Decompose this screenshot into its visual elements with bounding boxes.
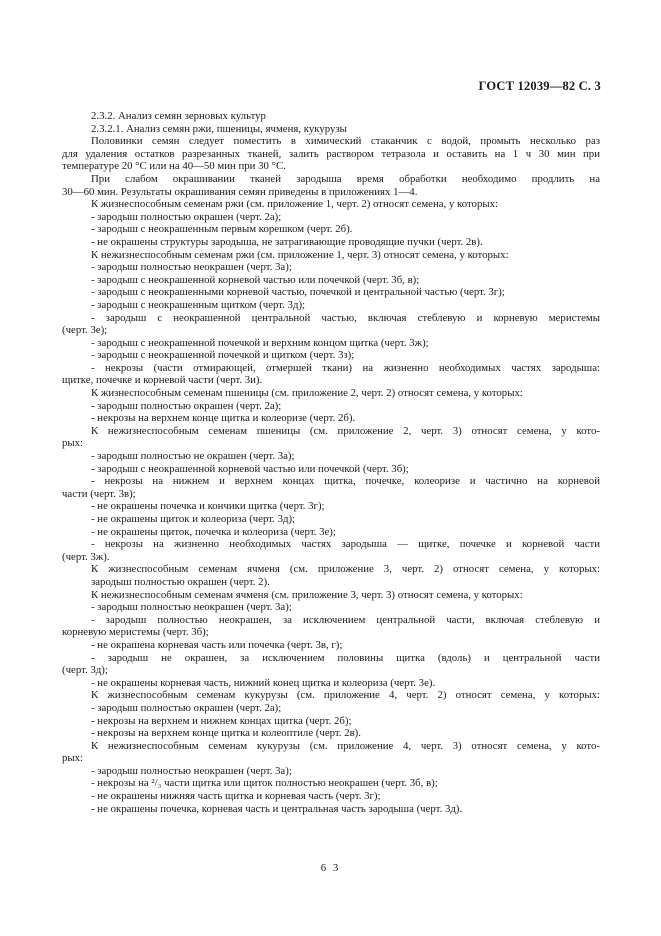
text-line: - некрозы на верхнем конце щитка и колеоптиле (черт. 2в). [91,727,361,740]
text-line: - зародыш полностью не окрашен (черт. 3а); [91,450,295,463]
text-line: - не окрашены почечка и кончики щитка (черт. 3г); [91,500,325,513]
text-line: - зародыш с неокрашенным первым корешком (черт. 2б). [91,223,353,236]
text-line: - не окрашены корневая часть, нижний конец щитка и колеориза (черт. 3е). [91,676,436,689]
text-line: - зародыш с неокрашенной корневой частью или почечкой (черт. 3б, в); [91,273,420,286]
text-line: - зародыш с неокрашенным щитком (черт. 3д); [91,298,306,311]
text-line: К нежизнеспособным семенам ячменя (см. приложение 3, черт. 3) относят семена, у которых: [91,588,523,601]
text-line: - некрозы на нижнем и верхнем концах щитка, почечке, колеоризе и частично на корневой [91,475,600,488]
text-line: - не окрашена корневая часть или почечка (черт. 3в, г); [91,638,343,651]
text-line: - зародыш не окрашен, за исключением половины щитка (вдоль) и центральной части [91,651,600,664]
text-line: - не окрашены щиток, почечка и колеориза (черт. 3е); [91,525,336,538]
text-line: При слабом окрашивании тканей зародыша время обработки необходимо продлить на [91,172,600,185]
text-line: - некрозы на верхнем и нижнем концах щитка (черт. 2б); [91,714,352,727]
page-header: ГОСТ 12039—82 С. 3 [478,79,601,93]
text-line: К жизнеспособным семенам кукурузы (см. приложение 4, черт. 2) относят семена, у которых: [91,689,600,702]
text-line: - не окрашены структуры зародыша, не затрагивающие проводящие пучки (черт. 2в). [91,235,483,248]
text-line: зародыш полностью окрашен (черт. 2). [91,575,270,588]
text-line: - не окрашены нижняя часть щитка и корневая часть (черт. 3г); [91,790,381,803]
text-line: - некрозы (части отмирающей, отмершей ткани) на жизненно необходимых частях зародыша: [91,361,600,374]
text-line: - некрозы на ²/₃ части щитка или щиток полностью неокрашен (черт. 3б, в); [91,777,438,790]
text-line: К жизнеспособным семенам ячменя (см. приложение 3, черт. 2) относят семена, у которых: [91,563,600,576]
text-line: - не окрашены щиток и колеориза (черт. 3д); [91,513,296,525]
text-line: - зародыш с неокрашенной корневой частью или почечкой (черт. 3б); [91,462,409,475]
text-line: - зародыш с неокрашенной почечкой и верхним концом щитка (черт. 3ж); [91,336,429,349]
text-line: - некрозы на верхнем конце щитка и колеоризе (черт. 2б). [91,412,356,425]
text-line: К нежизнеспособным семенам ржи (см. приложение 1, черт. 3) относят семена, у которых: [91,248,509,261]
text-line: К жизнеспособным семенам ржи (см. приложение 1, черт. 2) относят семена, у которых: [91,198,499,211]
text-line: - зародыш полностью окрашен (черт. 2а); [91,210,282,223]
text-line: - зародыш полностью неокрашен (черт. 3а); [91,764,292,777]
text-line: - зародыш полностью неокрашен (черт. 3а); [91,601,292,614]
text-line: щитке, почечке и корневой части (черт. 3и). [62,374,263,387]
text-line: - некрозы на жизненно необходимых частях зародыша — щитке, почечке и корневой части [91,538,600,551]
text-line: - зародыш полностью неокрашен, за исключением центральной части, включая стеблевую и [91,613,600,626]
text-line: корневую меристемы (черт. 3б); [62,626,209,639]
text-line: - зародыш полностью окрашен (черт. 2а); [91,701,282,714]
text-line: - зародыш с неокрашенной центральной частью, включая стеблевую и корневую меристемы [91,311,600,324]
text-line: 2.3.2.1. Анализ семян ржи, пшеницы, ячменя, кукурузы [91,122,347,135]
text-line: (черт. 3д); [62,664,108,677]
text-line: К жизнеспособным семенам пшеницы (см. приложение 2, черт. 2) относят семена, у которых: [91,387,523,400]
text-line: для удаления остатков разрезанных тканей, залить раствором тетразола и оставить на 1 ч 30 мин при [62,147,600,160]
text-line: - зародыш полностью неокрашен (черт. 3а); [91,261,292,274]
page-number: 6 3 [320,862,341,874]
text-line: (черт. 3е); [62,324,108,337]
text-line: части (черт. 3в); [62,487,136,500]
document-body [62,110,600,815]
text-line: - зародыш с неокрашенными корневой частью, почечкой и центральной частью (черт. 3г); [91,286,505,299]
text-line: - не окрашены почечка, корневая часть и центральная часть зародыша (черт. 3д). [91,802,463,815]
text-line: рых: [62,752,84,765]
text-line: температуре 20 °С или на 40—50 мин при 30 °С. [62,160,286,173]
text-line: (черт. 3ж). [62,550,110,563]
text-line: 2.3.2. Анализ семян зерновых культур [91,110,266,122]
text-line: - зародыш полностью окрашен (черт. 2а); [91,399,282,412]
text-line: - зародыш с неокрашенной почечкой и щитком (черт. 3з); [91,349,355,362]
text-line: К нежизнеспособным семенам пшеницы (см. приложение 2, черт. 3) относят семена, у кото- [91,424,600,437]
text-line: 30—60 мин. Результаты окрашивания семян приведены в приложениях 1—4. [62,185,418,198]
text-line: рых: [62,437,84,450]
text-line: К нежизнеспособным семенам кукурузы (см. приложение 4, черт. 3) относят семена, у кото- [91,739,600,752]
text-line: Половинки семян следует поместить в химический стаканчик с водой, промыть несколько раз [91,135,600,148]
